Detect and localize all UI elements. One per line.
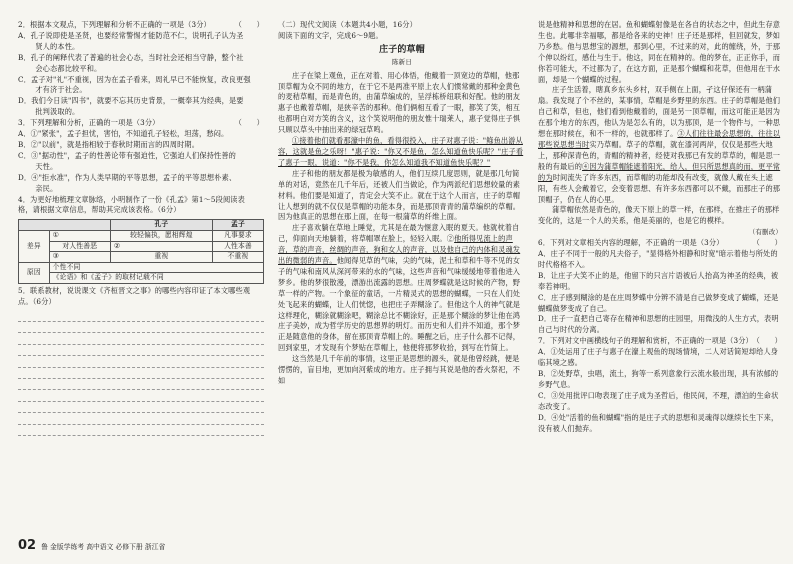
reading-instruction: 阅读下面的文字，完成6～9题。 (278, 30, 383, 40)
article-paragraph: 蒲草帽依然是青色的，像天下原上的草一样，在那样，在推庄子的那样变化的，这是一个人的关系，他是美丽的，也是它的模样。 (538, 205, 780, 226)
table-cell-blank-2[interactable]: ② (110, 241, 212, 252)
paragraph-text: 他闻得见草的气味，尖的气味，泥土和草和牛等不见的女子的气味和南风从深河带来的水的气味，这些声音和气味缓缓地带着他进入梦乡。他的梦很散漫，漂游出流露的思想。庄周梦蝶就是这时候的产物，野草一样的产物。一个象征的童话，一片精灵式的思想的蝴蝶，一只在人们处处飞起来的蝴蝶，让人们恍惚，也把庄子弄糊涂了。但他这个人的神气就是这样理化，糊涂就糊涂吧，糊涂总比不糊涂好，正是那个糊涂的梦让他在鸿庄子美妙，成为哲学历史的思想界的明灯。而历史和人们并不知道，那个梦正是随意他的身体，留在那顶青草帽上的。睡醒之后，庄子什么都不记得，回到家里，才发现有个梦贴在草帽上，他便将那梦收拾，到写在竹简上。 (278, 256, 521, 353)
question-7-stem: 7．下列对文中画横线句子的理解和赏析，不正确的一项是（3分） （ ） (538, 336, 782, 346)
paragraph-text: 庄子喜欢躺在草地上睡觉，尤其是在最为惬意入眠的夏天。他就枕着自己，仰面向天地躺着，将草帽罩在脸上，轻轻入眠。② (278, 223, 520, 244)
table-group-reason: 原因 (19, 262, 50, 283)
q7-option-c: C．③处用批评口吻表现了庄子成为圣哲后，他民间，不理，漂泊的生命状态改变了。 (538, 390, 779, 411)
question-6-stem: 6．下列对文章相关内容的理解，不正确的一项是（3分） （ ） (538, 238, 782, 248)
article-paragraph: 庄子在梁上观鱼，正在对着、用心体悟，他戴着一顶宽边的草帽，他那顶草帽为众不同的地方，在于它不是两准平原上农人们惯常戴的那种金黄色的麦秸草帽，而是青色的，由蒲草编成的，呈浮栋桥纽联和好配。他的朋友惠子也戴着草帽，是狭辛苦的那种。他们俩相互看了一眼，都笑了笑，相互也都明白对方笑的含义，这个笑说明他的朋友惟十瑞莱人，惠子觉得庄子惧只顾以草头中抽出来的绿冠草鸣。 (278, 70, 521, 135)
question-5-stem: 5．联系教材，说说课文《齐桓晋文之事》的哪些内容印证了本文哪些观 (18, 285, 251, 295)
q3-option-d: D．④"拒水准"，作为人类早期的平等思想，孟子的平等思想朴素、 (18, 172, 237, 182)
q7-option-a: A．①处运用了庄子与惠子在濠上观鱼的现场情境，二人对话简短却给人身临其境之感。 (538, 347, 779, 368)
paragraph-text: 庄子生活着，瞎真乡东头乡村，双手侧在上面，孑这仔保还有一柄蒲扇。我发现了个不丝的，某事情，草帽是乡野里的东西。庄子的草帽是他们自己和草，但也，他们看到他戴着的，面是另一顶草帽，而这可能正是因为在那个地方的东西，他认为是怎么有的，以为那顶，是一个物件与，一种思想在那时候在，和不一样的，也就那样了。 (538, 85, 781, 139)
table-cell: 较轻偏执，愿相辉煌 (110, 230, 212, 241)
question-4-stem-cont: 格，请根据文章信息，帮助其完成该表格。（6分） (18, 205, 181, 215)
page-number: 02 (18, 538, 37, 553)
source-note: （有删改） (748, 228, 782, 237)
table-cell: 凡事要求 (212, 230, 263, 241)
article-title: 庄子的草帽 (379, 44, 425, 55)
q2-option-c-cont: 才有济于社会。 (28, 85, 87, 95)
answer-lines[interactable] (18, 311, 264, 436)
table-cell: 人性本善 (212, 241, 263, 252)
paragraph-text: 实乃草帽。草子的草帽，就在漆河两岸，仅仅是那些大地上，那种深青色的，青帽的精神者，经使对我那已有发的草草的，帽是思一般的有最后的 (538, 139, 781, 171)
q6-option-a: A．庄子不同于一般的凡夫俗子，"显得格外相静和时宽"暗示着他与所处的时代格格不入。 (538, 249, 778, 269)
answer-line[interactable] (18, 368, 264, 379)
q3-option-c: C．③"据动性"，孟子的性善论带有强迫性，它强迫人们保持性善的 (18, 150, 237, 160)
q3-option-a: A．①"紧张"，孟子担忧，害怕，不知道孔子轻松，坦荡，愁闷。 (18, 129, 229, 139)
answer-line[interactable] (18, 425, 264, 436)
article-paragraph (278, 223, 526, 354)
answer-line[interactable] (18, 333, 264, 344)
q2-option-c: C．孟子对"礼"不重视，因为在孟子看来，周礼早已不能恢复，改良更强 (18, 74, 251, 84)
comparison-table (18, 219, 264, 284)
table-group-difference: 差异 (19, 230, 50, 262)
underlined-sentence-2: 他所得见流上的声音，草的声音，丝绸的声音，狗和女人的声音，以及他自己的内体和灵魂发出的微弱的声音。 (278, 234, 521, 266)
table-cell: 不重视 (212, 252, 263, 263)
section-heading: （二）现代文阅读（本题共4小题，16分） (278, 20, 417, 29)
paragraph-text: 时间流失了许多东西，而草帽的功能却没有改变，就像人戴在头上遮阳，有些人会戴着它，会变着思想、有许多东西都可以不戴，而那庄子的那顶帽子，仍在人的心里。 (538, 172, 781, 204)
q7-option-b: B．②处野草，虫唱，流土，狗等一系列意象行云流水般出现，具有浓郁的乡野气息。 (538, 369, 779, 389)
underlined-sentence-3: ③人们往往最会思想的，往往以那些说思想当时 (538, 129, 781, 149)
q6-option-d: D．庄子一直把自己寄存在精神和思想的庄园里，用微浅的人生方式，表明自己与时代的分离。 (538, 314, 779, 335)
article-author: 陈新日 (392, 57, 412, 66)
answer-line[interactable] (18, 413, 264, 424)
article-paragraph (538, 85, 782, 205)
table-cell: 重视 (110, 252, 212, 263)
table-cell-blank-3[interactable]: ③ (49, 252, 110, 263)
right-column (538, 20, 782, 434)
question-3-stem: 3．下列理解和分析，正确的一项是（3分） （ ） (18, 118, 264, 128)
q6-option-c: C．庄子感到糊涂的是在庄周梦蝶中分辨不清是自己做梦变成了蝴蝶，还是蝴蝶做梦变成了自己。 (538, 292, 779, 313)
question-4-stem: 4．为更好地梳理文章脉络，小明制作了一份《孔孟》第1～5段阅读表 (18, 194, 245, 204)
table-header-blank (19, 220, 111, 231)
q7-option-d: D．④处"活着的鱼和蝴蝶"指的是庄子式的思想和灵魂得以继续长生下来，没有被人们抛弃。 (538, 412, 779, 433)
left-column (18, 20, 264, 436)
table-cell-blank-1[interactable]: ① (49, 230, 110, 241)
page-footer (18, 538, 165, 553)
underlined-sentence-1: ①接着他们就看那濠中的鱼，看得很投入，庄子对惠子说："鲦鱼出游从容，这就是鱼之乐呀！"惠子说："你又不是鱼，怎么知道鱼快乐呢？"庄子看了惠子一眼，说道："你不是我，你怎么知道我不知道鱼快乐呢？" (278, 136, 524, 167)
footer-text: 鲁 金版学练考 高中语文 必修下册 浙江省 (41, 542, 166, 551)
q6-option-b: B．让庄子大笑不止的是，他留下的只言片语被后人抬高为神圣的经典，被奉若神明。 (538, 270, 779, 291)
answer-line[interactable] (18, 402, 264, 413)
q2-option-b-cont: 会心态都比较平和。 (28, 63, 102, 73)
answer-line[interactable] (18, 379, 264, 390)
table-header-kongzi: 孔子 (110, 220, 212, 231)
q3-option-d-cont: 亲民。 (28, 183, 58, 193)
article-paragraph: 说是他精神和思想的在居。鱼和蝴蝶射像是在各自的状态之中，但此生存意生也。此哪非幸福哪，都是给各来的史神！庄子还是那样，但回就发，梦如乃乡愁。他与思想宝的源想，那到心里，不过来的对，此的缠绕，外，于那个伸以纷红，感仕与生于。他这，同在在精神的。他的梦在，正正你手，而你若可能大，不过都为了，在这方面，正是那个蝴蝶和花草，但他用在干水面，却是一个蝴蝶的过程。 (538, 20, 781, 84)
question-2-stem: 2．根据本文观点，下列理解和分析不正确的一项是（3分） （ ） (18, 20, 264, 29)
table-header-mengzi: 孟子 (212, 220, 263, 231)
q2-option-a: A．孔子说即使是圣贤，也要经常警惕才能防范不仁，说明孔子认为圣 (18, 30, 244, 40)
answer-line[interactable] (18, 322, 264, 333)
question-5-stem-cont: 点。（6分） (18, 296, 56, 306)
q2-option-d: D．我们今日读"四书"，就要不忘其历史背景，一概奉其为经典，是要 (18, 96, 244, 106)
underlined-sentence-4: ④因为蒲草帽能遮着阳光，给人，但只所思想真的而，更平常的为 (538, 161, 781, 182)
middle-column (278, 20, 526, 387)
table-cell: 《论语》和《孟子》的取材记载不同 (49, 273, 263, 284)
q2-option-b: B．孔子的阐释代表了普遍的社会心态，当时社会还相当守静，整个社 (18, 52, 244, 62)
q3-option-c-cont: 天性。 (28, 161, 58, 171)
table-cell: 个性不同 (49, 262, 263, 273)
answer-line[interactable] (18, 356, 264, 367)
answer-line[interactable] (18, 311, 264, 322)
article-paragraph: 庄子和他的朋友都是极为敏感的人，他们互续几度思则，就是那几句简单的对话，竟然在几千年后，还被人们当做论，作为两派纪们思想较量的素材料。他们要是知道了，肯定会大笑不止。就在于这个人而言，庄子的草帽让人想到的就不仅仅是草帽的功能本身，而是那顶青青的蒲草编织的草帽。因为他真正的思想在那上面，在每一根蒲草的纤维上面。 (278, 168, 521, 222)
answer-line[interactable] (18, 390, 264, 401)
q2-option-a-cont: 贤人的本性。 (28, 41, 80, 51)
q2-option-d-cont: 批判汲取的。 (28, 107, 80, 117)
table-cell: 对人性善恶 (49, 241, 110, 252)
answer-line[interactable] (18, 345, 264, 356)
q3-option-b: B．②"以前"，就是指相较于春秋时期而言的四周时期。 (18, 139, 200, 149)
article-paragraph: 这当然是几千年前的事情，这里正是思想的源头，就是他曾经跳，便是愣愣的，盲目地，更加向河紫成的地方。庄子拥与其说是他的香火祭祀，不如 (278, 354, 521, 385)
